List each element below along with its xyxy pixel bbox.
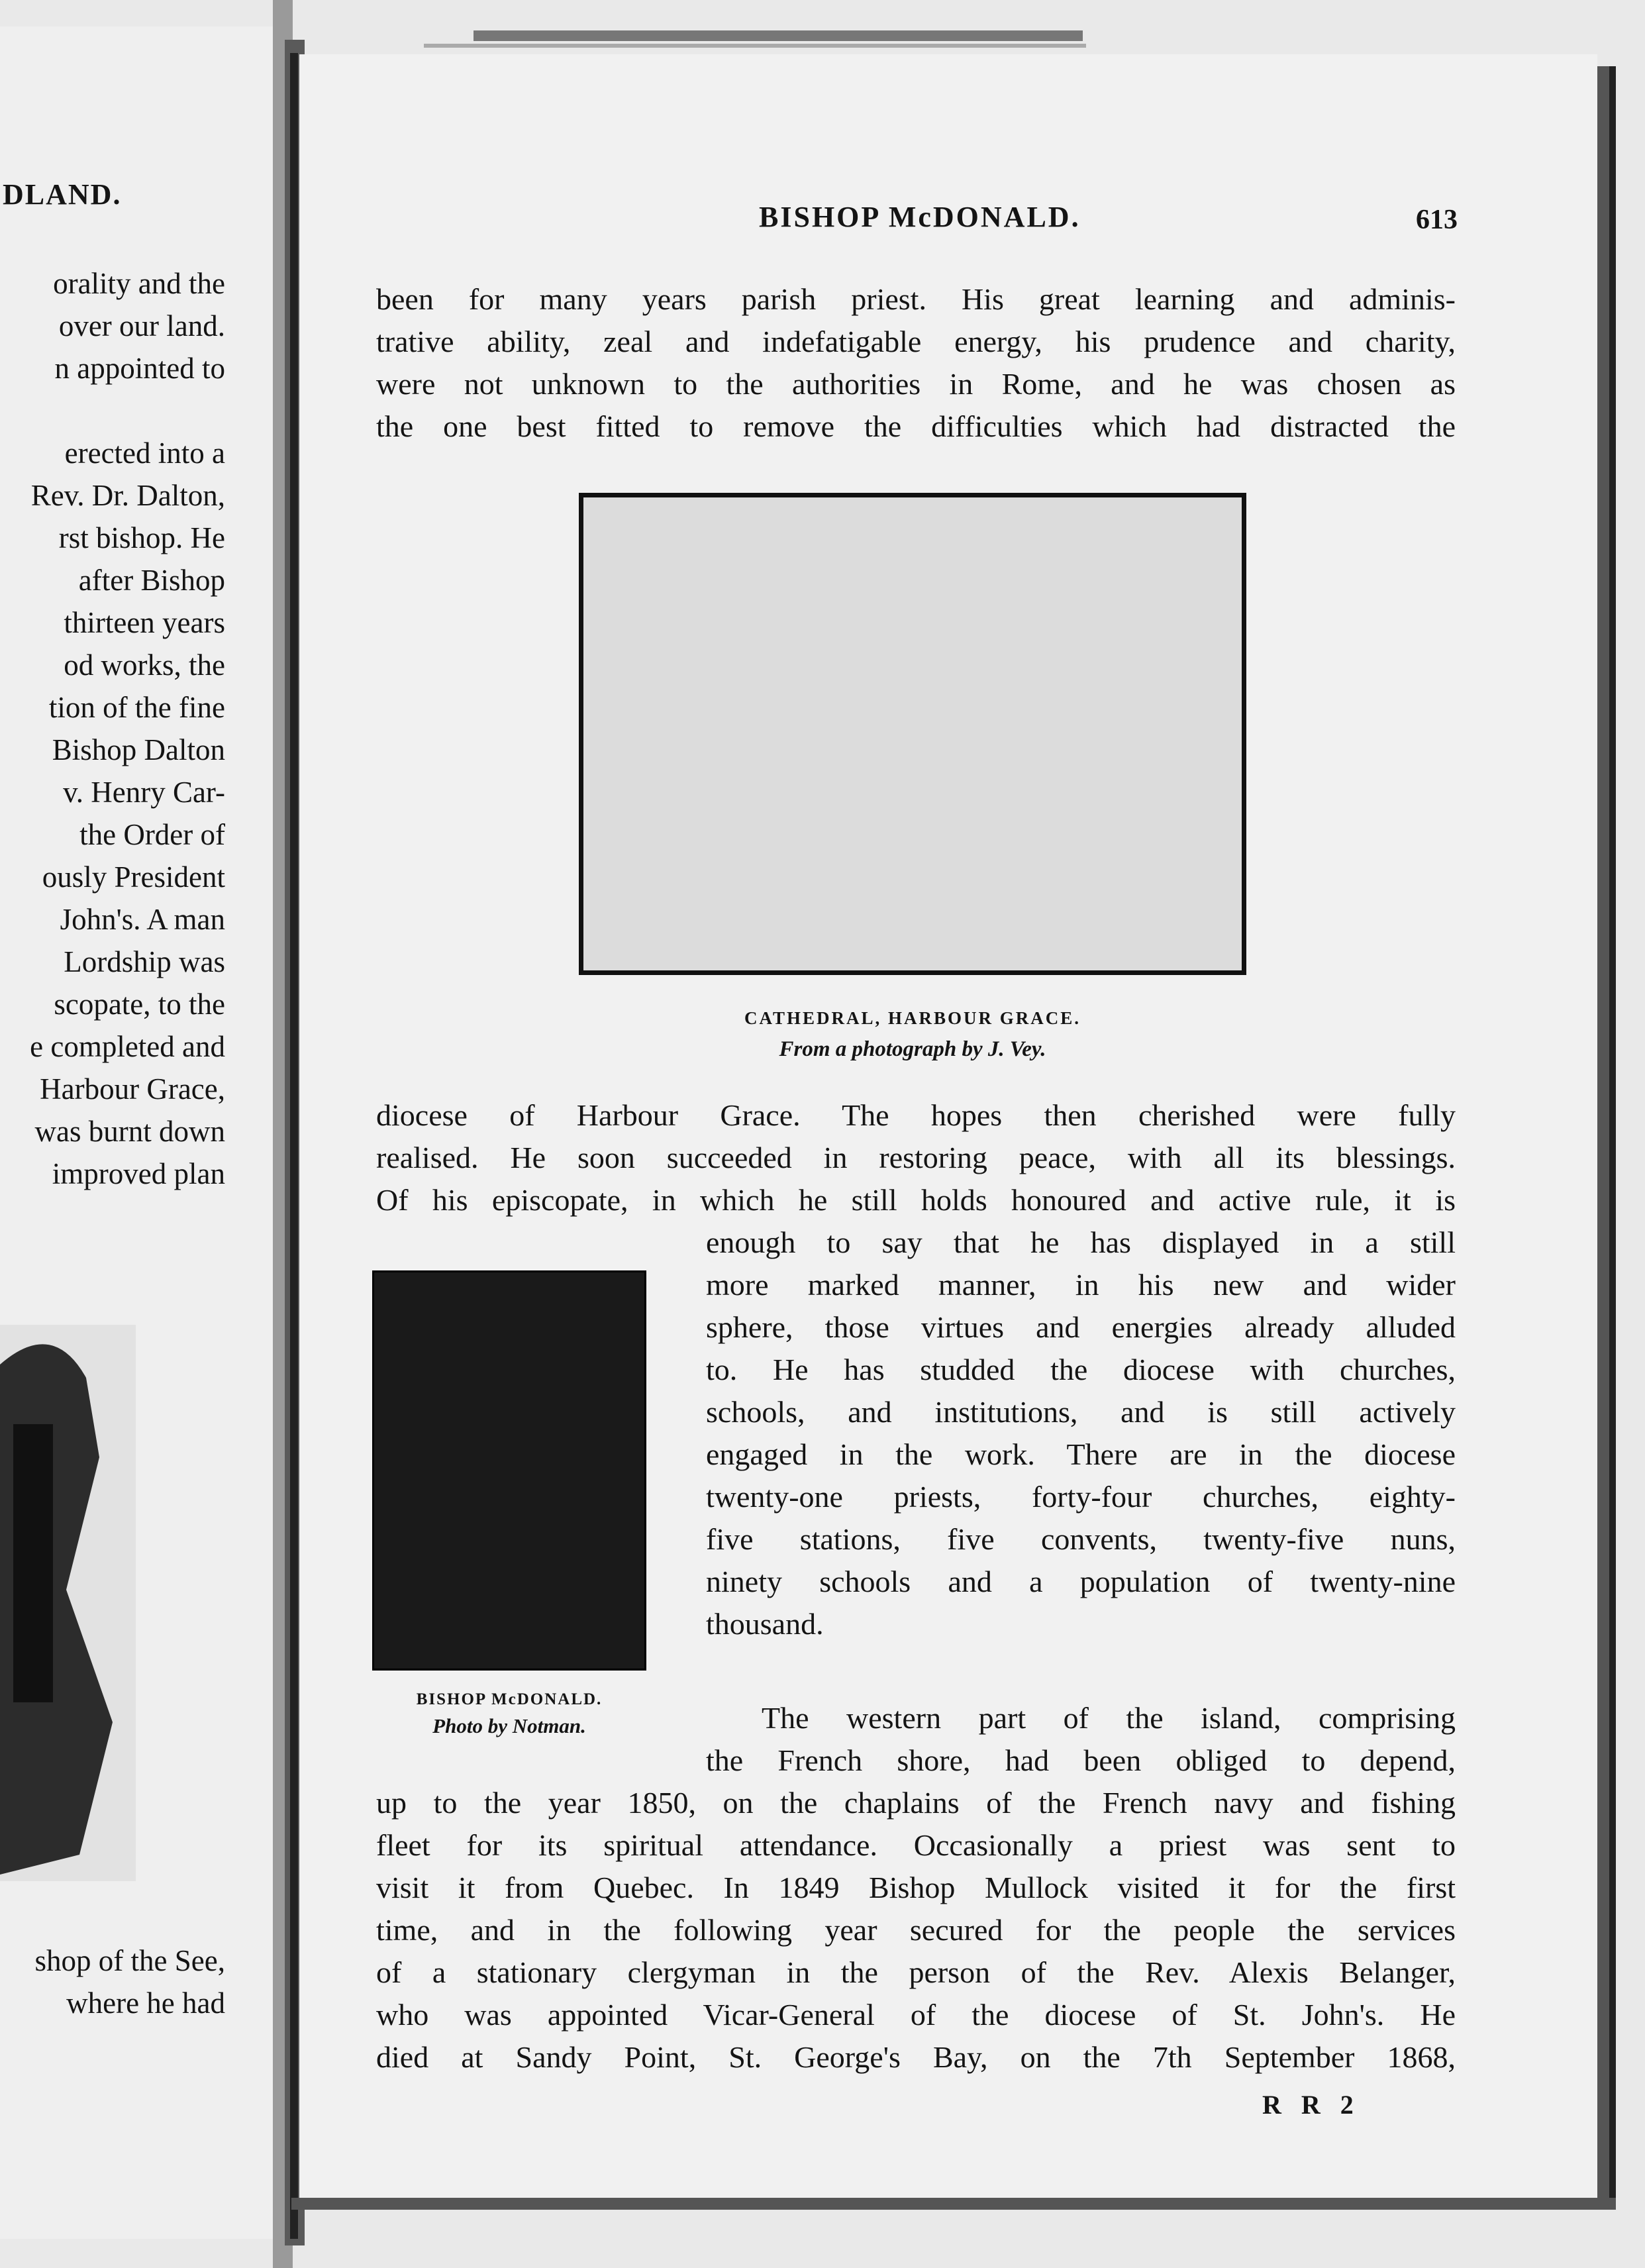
left-line: over our land.: [58, 309, 225, 342]
text-line: died at Sandy Point, St. George's Bay, on the 7th September 1868,: [376, 2040, 1456, 2074]
text-line: thousand.: [706, 1607, 824, 1641]
left-line: orality and the: [53, 267, 225, 300]
left-running-head: DLAND.: [3, 178, 122, 211]
left-line: od works, the: [64, 648, 225, 682]
portrait-caption: BISHOP McDONALD.: [416, 1690, 603, 1708]
left-line: improved plan: [52, 1157, 225, 1190]
left-line: v. Henry Car-: [63, 776, 225, 809]
left-line: scopate, to the: [54, 988, 225, 1021]
portrait-credit: Photo by Notman.: [432, 1714, 586, 1737]
text-line: Of his episcopate, in which he still holds honoured and active rule, it is: [376, 1183, 1456, 1217]
left-line: tion of the fine: [48, 691, 225, 724]
text-line: twenty-one priests, forty-four churches, eighty-: [706, 1480, 1456, 1514]
left-line: John's. A man: [60, 903, 225, 936]
text-line: more marked manner, in his new and wider: [706, 1268, 1456, 1302]
left-line: e completed and: [30, 1030, 225, 1063]
text-line: up to the year 1850, on the chaplains of the French navy and fishing: [376, 1786, 1456, 1820]
left-line: Lordship was: [64, 945, 225, 978]
signature-mark: R R 2: [1262, 2090, 1360, 2120]
figure-credit: From a photograph by J. Vey.: [779, 1037, 1046, 1061]
left-line: erected into a: [64, 437, 225, 470]
text-line: fleet for its spiritual attendance. Occasionally a priest was sent to: [376, 1828, 1456, 1862]
text-line: to. He has studded the diocese with churches,: [706, 1353, 1456, 1386]
text-line: the French shore, had been obliged to depend,: [706, 1743, 1456, 1777]
text-line: schools, and institutions, and is still actively: [706, 1395, 1456, 1429]
left-line: ously President: [42, 860, 225, 894]
text-line: five stations, five convents, twenty-five nuns,: [706, 1522, 1456, 1556]
text-line: diocese of Harbour Grace. The hopes then cherished were fully: [376, 1098, 1456, 1132]
text-line: trative ability, zeal and indefatigable energy, his prudence and charity,: [376, 325, 1456, 358]
text-line: The western part of the island, comprising: [762, 1701, 1456, 1735]
text-line: who was appointed Vicar-General of the diocese of St. John's. He: [376, 1998, 1456, 2032]
main-page: [311, 53, 1596, 2192]
left-line: shop of the See,: [34, 1944, 225, 1977]
left-line: after Bishop: [78, 564, 225, 597]
left-line: was burnt down: [34, 1115, 225, 1148]
text-line: been for many years parish priest. His great learning and adminis-: [376, 282, 1456, 316]
left-line: Bishop Dalton: [52, 733, 225, 766]
left-line: where he had: [66, 1986, 225, 2020]
text-line: ninety schools and a population of twenty-nine: [706, 1565, 1456, 1598]
text-line: visit it from Quebec. In 1849 Bishop Mullock visited it for the first: [376, 1871, 1456, 1904]
cathedral-photograph: [579, 493, 1246, 975]
text-line: enough to say that he has displayed in a still: [706, 1225, 1456, 1259]
text-line: engaged in the work. There are in the diocese: [706, 1437, 1456, 1471]
text-line: of a stationary clergyman in the person of the Rev. Alexis Belanger,: [376, 1955, 1456, 1989]
text-line: were not unknown to the authorities in Rome, and he was chosen as: [376, 367, 1456, 401]
figure-caption: CATHEDRAL, HARBOUR GRACE.: [744, 1008, 1081, 1028]
running-head: BISHOP McDONALD.: [759, 201, 1081, 233]
left-line: n appointed to: [54, 352, 225, 385]
page-number: 613: [1416, 205, 1458, 235]
left-line: rst bishop. He: [58, 521, 225, 554]
left-line: the Order of: [79, 818, 225, 851]
text-line: realised. He soon succeeded in restoring peace, with all its blessings.: [376, 1141, 1456, 1174]
left-line: Rev. Dr. Dalton,: [30, 479, 225, 512]
left-facing-page: [0, 0, 275, 2268]
bishop-portrait-photograph: [372, 1270, 646, 1671]
left-line: thirteen years: [64, 606, 225, 639]
text-line: sphere, those virtues and energies already alluded: [706, 1310, 1456, 1344]
left-line: Harbour Grace,: [40, 1072, 225, 1106]
text-line: the one best fitted to remove the difficulties which had distracted the: [376, 409, 1456, 443]
text-line: time, and in the following year secured for the people the services: [376, 1913, 1456, 1947]
